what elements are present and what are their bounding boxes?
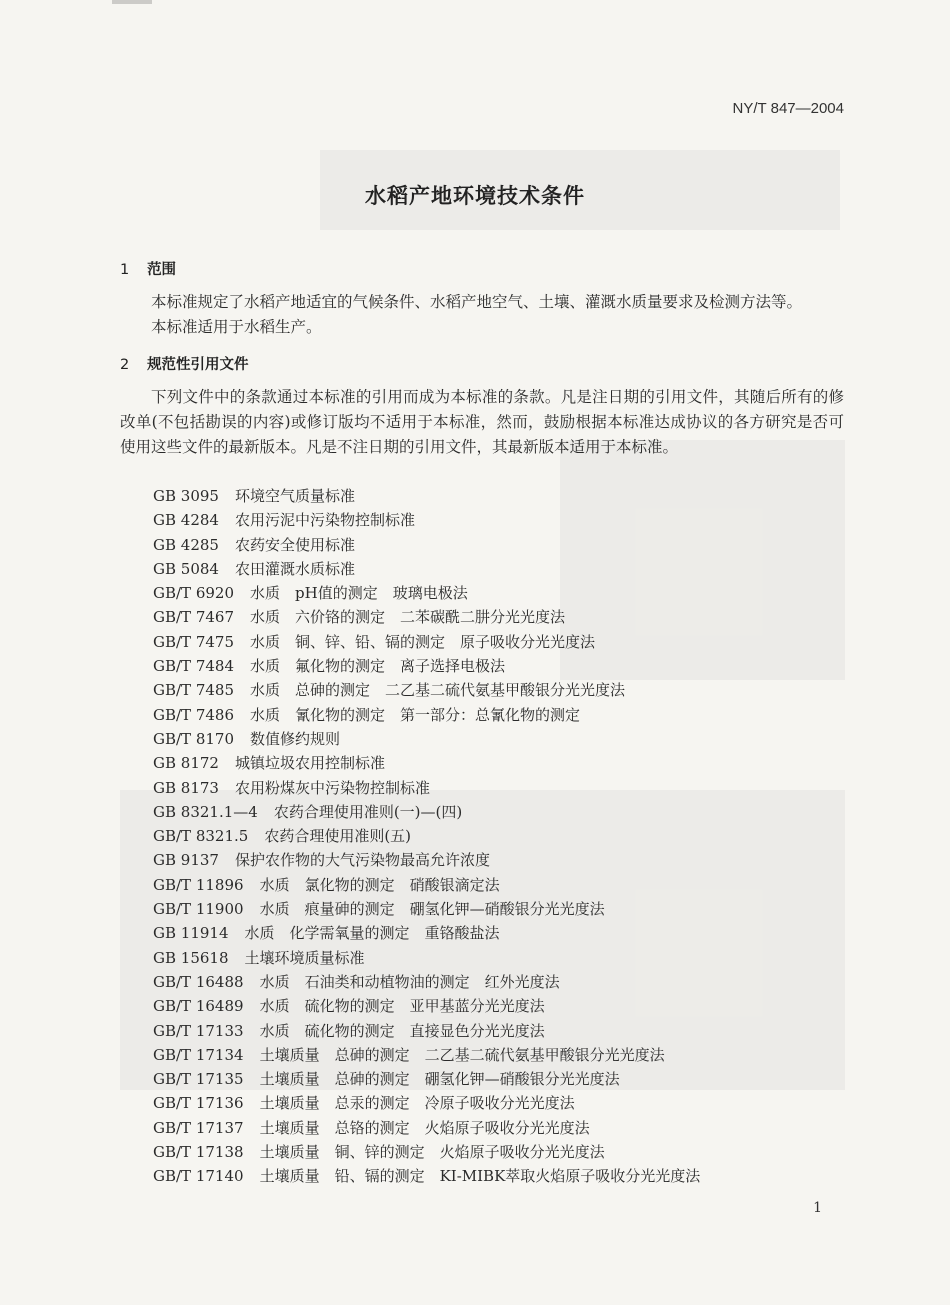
reference-item	[153, 1140, 843, 1164]
reference-title: 农用粉煤灰中污染物控制标准	[234, 778, 430, 797]
reference-code: GB/T 17133	[153, 1021, 244, 1040]
reference-code: GB/T 7467	[153, 608, 235, 627]
reference-code: GB 4285	[153, 535, 219, 554]
reference-item	[153, 946, 843, 970]
reference-title: 水质 pH值的测定 玻璃电极法	[250, 584, 468, 603]
reference-item	[153, 1116, 843, 1140]
reference-code: GB 9137	[153, 851, 219, 870]
reference-title: 农田灌溉水质标准	[234, 559, 355, 578]
reference-item	[153, 1164, 843, 1188]
reference-code: GB 8172	[153, 754, 219, 773]
reference-item	[153, 994, 843, 1018]
page-number: 1	[813, 1200, 822, 1216]
reference-item	[153, 557, 843, 581]
reference-item	[153, 970, 843, 994]
reference-title: 保护农作物的大气污染物最高允许浓度	[234, 851, 490, 870]
section-number: 1	[120, 262, 130, 278]
reference-item	[153, 897, 843, 921]
reference-code: GB/T 17138	[153, 1143, 244, 1162]
reference-item	[153, 848, 843, 872]
section-1-paragraph: 本标准适用于水稻生产。	[151, 318, 322, 336]
reference-title: 水质 铜、锌、铅、镉的测定 原子吸收分光光度法	[250, 632, 596, 651]
reference-title: 水质 氰化物的测定 第一部分：总氰化物的测定	[250, 705, 581, 724]
reference-title: 水质 痕量砷的测定 硼氢化钾—硝酸银分光光度法	[259, 900, 605, 919]
reference-item	[153, 751, 843, 775]
reference-code: GB/T 11896	[153, 875, 244, 894]
reference-item	[153, 727, 843, 751]
scan-edge-mark	[112, 0, 152, 4]
reference-title: 水质 化学需氧量的测定 重铬酸盐法	[244, 924, 500, 943]
reference-title: 环境空气质量标准	[234, 487, 355, 505]
reference-item	[153, 533, 843, 557]
reference-title: 土壤质量 总砷的测定 硼氢化钾—硝酸银分光光度法	[259, 1070, 620, 1089]
reference-title: 城镇垃圾农用控制标准	[234, 754, 385, 773]
reference-title: 数值修约规则	[250, 729, 341, 748]
reference-code: GB 4284	[153, 511, 219, 530]
reference-item	[153, 1043, 843, 1067]
reference-code: GB/T 7484	[153, 657, 235, 676]
reference-title: 水质 氯化物的测定 硝酸银滴定法	[259, 875, 500, 894]
reference-code: GB/T 17136	[153, 1094, 244, 1113]
section-1-heading	[120, 258, 176, 279]
reference-code: GB/T 8321.5	[153, 827, 249, 846]
reference-item	[153, 824, 843, 848]
reference-title: 土壤质量 铜、锌的测定 火焰原子吸收分光光度法	[259, 1143, 605, 1162]
section-title: 规范性引用文件	[147, 357, 249, 373]
reference-title: 土壤质量 总汞的测定 冷原子吸收分光光度法	[259, 1094, 575, 1113]
reference-title: 水质 总砷的测定 二乙基二硫代氨基甲酸银分光光度法	[250, 681, 626, 700]
reference-item	[153, 654, 843, 678]
reference-code: GB 15618	[153, 948, 229, 967]
reference-code: GB/T 8170	[153, 729, 235, 748]
normative-reference-list	[153, 484, 843, 1189]
section-number: 2	[120, 357, 130, 373]
section-2-intro: 下列文件中的条款通过本标准的引用而成为本标准的条款。凡是注日期的引用文件，其随后所有的修改单(不包括勘误的内容)或修订版均不适用于本标准，然而，鼓励根据本标准达成协议的各方研究是否可使用这些文件的最新版本。凡是不注日期的引用文件，其最新版本适用于本标准。	[120, 388, 844, 456]
reference-item	[153, 678, 843, 702]
reference-item	[153, 630, 843, 654]
reference-code: GB/T 17135	[153, 1070, 244, 1089]
reference-code: GB/T 7475	[153, 632, 235, 651]
reference-item	[153, 1019, 843, 1043]
reference-code: GB/T 11900	[153, 900, 244, 919]
reference-title: 土壤质量 总铬的测定 火焰原子吸收分光光度法	[259, 1118, 590, 1137]
reference-code: GB/T 7485	[153, 681, 235, 700]
reference-code: GB 3095	[153, 487, 219, 505]
reference-title: 农用污泥中污染物控制标准	[234, 511, 415, 530]
reference-item	[153, 484, 843, 508]
reference-item	[153, 1091, 843, 1115]
reference-title: 农药合理使用准则(一)—(四)	[273, 802, 463, 821]
standard-code: NY/T 847—2004	[732, 100, 844, 117]
reference-title: 水质 石油类和动植物油的测定 红外光度法	[259, 972, 560, 991]
reference-title: 水质 硫化物的测定 亚甲基蓝分光光度法	[259, 997, 545, 1016]
reference-code: GB/T 6920	[153, 584, 235, 603]
reference-title: 农药合理使用准则(五)	[264, 827, 412, 846]
reference-item	[153, 605, 843, 629]
reference-title: 水质 六价铬的测定 二苯碳酰二肼分光光度法	[250, 608, 566, 627]
document-title: 水稻产地环境技术条件	[365, 184, 585, 208]
reference-code: GB 11914	[153, 924, 229, 943]
reference-code: GB 8321.1—4	[153, 802, 258, 821]
reference-item	[153, 1067, 843, 1091]
section-2-heading	[120, 353, 249, 374]
reference-title: 水质 氟化物的测定 离子选择电极法	[250, 657, 506, 676]
reference-title: 水质 硫化物的测定 直接显色分光光度法	[259, 1021, 545, 1040]
reference-code: GB/T 7486	[153, 705, 235, 724]
reference-title: 土壤质量 铅、镉的测定 KI-MIBK萃取火焰原子吸收分光光度法	[259, 1167, 701, 1186]
reference-code: GB/T 16488	[153, 972, 244, 991]
reference-code: GB/T 17134	[153, 1045, 244, 1064]
reference-code: GB 5084	[153, 559, 219, 578]
reference-item	[153, 581, 843, 605]
reference-code: GB/T 16489	[153, 997, 244, 1016]
reference-code: GB 8173	[153, 778, 219, 797]
reference-title: 农药安全使用标准	[234, 535, 355, 554]
reference-item	[153, 508, 843, 532]
section-title: 范围	[147, 262, 177, 278]
reference-title: 土壤环境质量标准	[244, 948, 365, 967]
reference-item	[153, 703, 843, 727]
reference-item	[153, 800, 843, 824]
section-1-paragraph: 本标准规定了水稻产地适宜的气候条件、水稻产地空气、土壤、灌溉水质量要求及检测方法等。	[151, 293, 803, 311]
reference-item	[153, 776, 843, 800]
reference-code: GB/T 17140	[153, 1167, 244, 1186]
reference-item	[153, 921, 843, 945]
reference-title: 土壤质量 总砷的测定 二乙基二硫代氨基甲酸银分光光度法	[259, 1045, 665, 1064]
reference-code: GB/T 17137	[153, 1118, 244, 1137]
reference-item	[153, 873, 843, 897]
